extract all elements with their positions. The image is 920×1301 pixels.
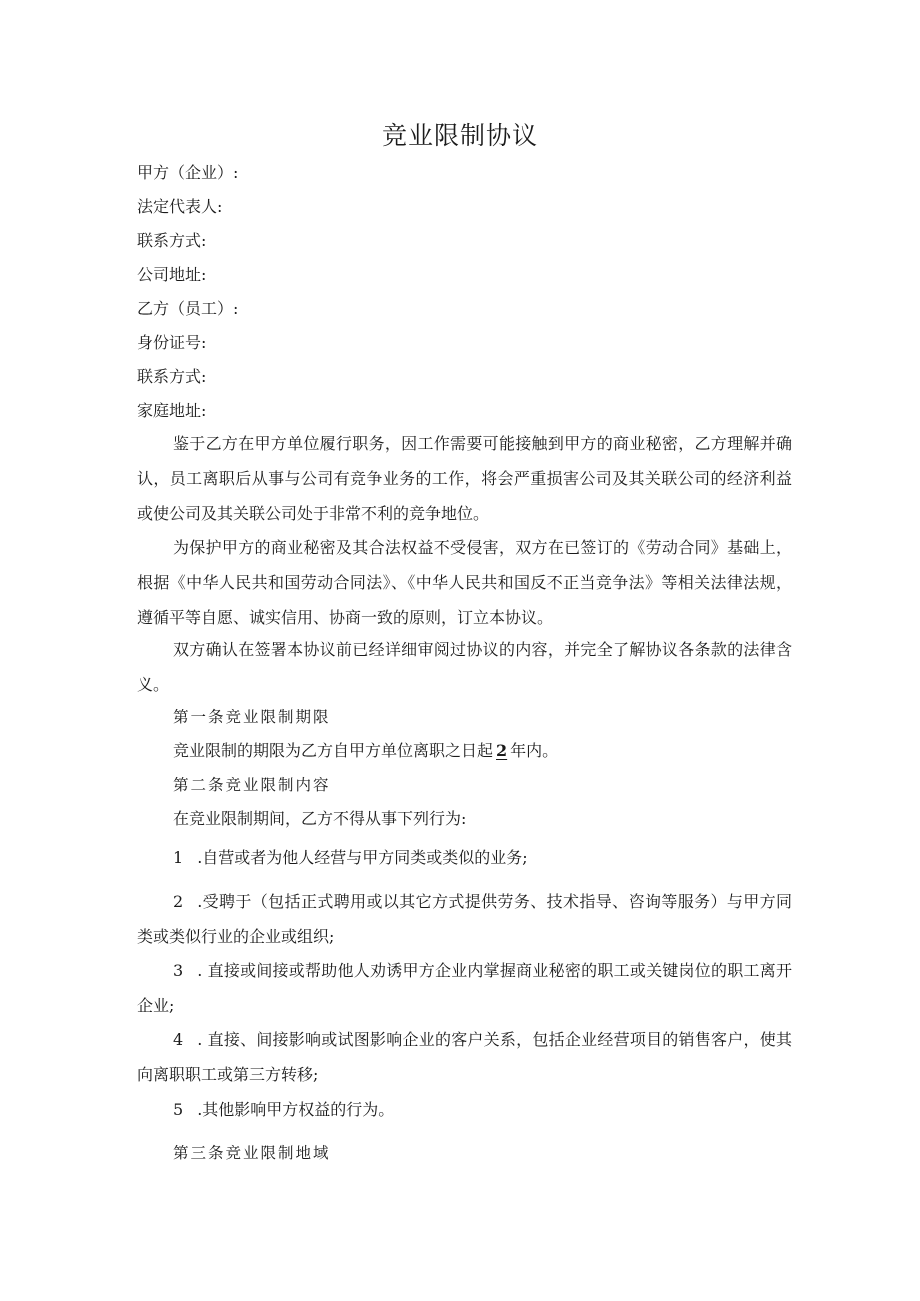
list-item bbox=[137, 1022, 792, 1092]
company-address-field: 公司地址: bbox=[137, 265, 207, 284]
party-b-field: 乙方（员工）: bbox=[137, 299, 239, 318]
home-address-field: 家庭地址: bbox=[137, 401, 207, 420]
article-1-text bbox=[173, 739, 558, 763]
article-3-heading: 第三条竞业限制地域 bbox=[173, 1144, 331, 1162]
list-item-number: 3 bbox=[173, 961, 184, 980]
list-item bbox=[137, 953, 792, 1023]
paragraph-recital-2: 为保护甲方的商业秘密及其合法权益不受侵害，双方在已签订的《劳动合同》基础上，根据《中华人民共和国劳动合同法》、《中华人民共和国反不正当竞争法》等相关法律法规，遵循平等自愿、诚实信用、协商一致的原则，订立本协议。 bbox=[137, 538, 792, 627]
paragraph-recital-1: 鉴于乙方在甲方单位履行职务，因工作需要可能接触到甲方的商业秘密，乙方理解并确认，员工离职后从事与公司有竞争业务的工作，将会严重损害公司及其关联公司的经济利益或使公司及其关联公司处于非常不利的竞争地位。 bbox=[137, 434, 792, 523]
article-2-heading: 第二条竞业限制内容 bbox=[173, 776, 331, 794]
list-item-number: 1 bbox=[173, 848, 184, 867]
article-1-text-after: 年内。 bbox=[510, 741, 559, 760]
article-1-text-before: 竞业限制的期限为乙方自甲方单位离职之日起 bbox=[173, 741, 494, 760]
list-item-text: .受聘于（包括正式聘用或以其它方式提供劳务、技术指导、咨询等服务）与甲方同类或类似行业的企业或组织; bbox=[137, 892, 792, 946]
legal-representative-field: 法定代表人: bbox=[137, 197, 223, 216]
document-title: 竞业限制协议 bbox=[381, 121, 538, 150]
paragraph-recital-3: 双方确认在签署本协议前已经详细审阅过协议的内容，并完全了解协议各条款的法律含义。 bbox=[137, 640, 792, 694]
party-b-contact-field: 联系方式: bbox=[137, 367, 207, 386]
list-item-number: 5 bbox=[173, 1100, 184, 1119]
non-compete-years: 2 bbox=[496, 741, 508, 760]
list-item-text: .其他影响甲方权益的行为。 bbox=[197, 1100, 395, 1119]
list-item-number: 2 bbox=[173, 892, 184, 911]
article-2-intro: 在竞业限制期间，乙方不得从事下列行为: bbox=[173, 809, 467, 828]
id-number-field: 身份证号: bbox=[137, 333, 207, 352]
list-item bbox=[137, 1092, 792, 1127]
list-item bbox=[137, 884, 792, 954]
list-item-text: . 直接、间接影响或试图影响企业的客户关系，包括企业经营项目的销售客户，使其向离职职工或第三方转移; bbox=[137, 1030, 792, 1084]
list-item-text: . 直接或间接或帮助他人劝诱甲方企业内掌握商业秘密的职工或关键岗位的职工离开企业; bbox=[137, 961, 792, 1015]
party-a-contact-field: 联系方式: bbox=[137, 231, 207, 250]
party-a-field: 甲方（企业）: bbox=[137, 163, 239, 182]
list-item bbox=[137, 840, 792, 875]
list-item-number: 4 bbox=[173, 1030, 184, 1049]
article-1-heading: 第一条竞业限制期限 bbox=[173, 708, 331, 726]
list-item-text: .自营或者为他人经营与甲方同类或类似的业务; bbox=[197, 848, 528, 867]
